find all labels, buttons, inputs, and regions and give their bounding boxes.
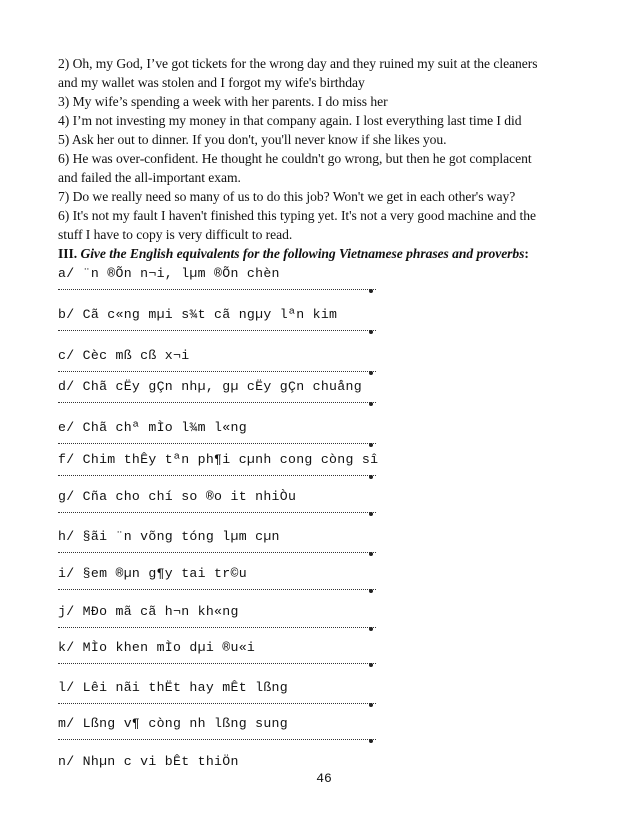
answer-line [58,737,376,740]
paragraph-line: 4) I’m not investing my money in that company again. I lost everything last time I did [58,113,522,128]
answer-line-end [369,402,373,406]
answer-line [58,441,376,444]
answer-line-end [369,475,373,479]
answer-line [58,287,376,290]
answer-line [58,510,376,513]
answer-line [58,328,376,331]
proverb-item: a/ ¨n ®Õn n¬i, lµm ®Õn chèn [58,266,280,281]
answer-line [58,625,376,628]
proverb-item: l/ Lêi nãi thËt hay mÊt lßng [58,680,288,695]
answer-line-end [369,443,373,447]
answer-line [58,550,376,553]
section-colon: : [524,246,529,261]
paragraph-line: 7) Do we really need so many of us to do this job? Won't we get in each other's way? [58,189,516,204]
answer-line [58,400,376,403]
answer-line-end [369,289,373,293]
proverb-item: j/ MÐo mã cã h¬n kh«ng [58,604,239,619]
answer-line-end [369,589,373,593]
proverb-item: m/ Lßng v¶ còng nh lßng sung [58,716,288,731]
answer-line-end [369,512,373,516]
proverb-item: i/ §em ®µn g¶y tai tr©u [58,566,247,581]
answer-line [58,701,376,704]
proverb-item: e/ Chã chª mÌo l¾m l«ng [58,420,247,435]
proverb-item: h/ §ãi ¨n võng tóng lµm cµn [58,529,280,544]
proverb-item: k/ MÌo khen mÌo dµi ®u«i [58,640,256,655]
paragraph-line: 6) He was over-confident. He thought he couldn't go wrong, but then he got complacent [58,151,532,166]
paragraph-line: 2) Oh, my God, I’ve got tickets for the wrong day and they ruined my suit at the cleaners [58,56,538,71]
answer-line-end [369,371,373,375]
answer-line-end [369,330,373,334]
answer-line-end [369,627,373,631]
proverb-item: f/ Chim thÊy tªn ph¶i cµnh cong còng sî [58,452,379,467]
proverb-item: c/ Cèc mß cß x¬i [58,348,190,363]
answer-line-end [369,663,373,667]
answer-line [58,661,376,664]
section-number: III. [58,246,78,261]
answer-line-end [369,552,373,556]
paragraph-line: and my wallet was stolen and I forgot my wife's birthday [58,75,365,90]
proverb-item: n/ Nhµn c vi bÊt thiÖn [58,754,239,769]
section-title: Give the English equivalents for the following Vietnamese phrases and proverbs [80,246,525,261]
paragraph-line: stuff I have to copy is very difficult to read. [58,227,293,242]
paragraph-line: 3) My wife’s spending a week with her parents. I do miss her [58,94,388,109]
paragraph-line: and failed the all-important exam. [58,170,241,185]
paragraph-line: 6) It's not my fault I haven't finished this typing yet. It's not a very good machine and the [58,208,537,223]
paragraph-line: 5) Ask her out to dinner. If you don't, you'll never know if she likes you. [58,132,447,147]
section-heading [58,245,598,263]
answer-line-end [369,739,373,743]
answer-line-end [369,703,373,707]
answer-line [58,587,376,590]
answer-line [58,369,376,372]
page-number: 46 [316,771,332,786]
proverb-item: d/ Chã cËy gÇn nhµ, gµ cËy gÇn chuång [58,379,362,394]
proverb-item: b/ Cã c«ng mµi s¾t cã ngµy lªn kim [58,307,338,322]
answer-line [58,473,376,476]
proverb-item: g/ Cña cho chí so ®o it nhiÒu [58,489,297,504]
